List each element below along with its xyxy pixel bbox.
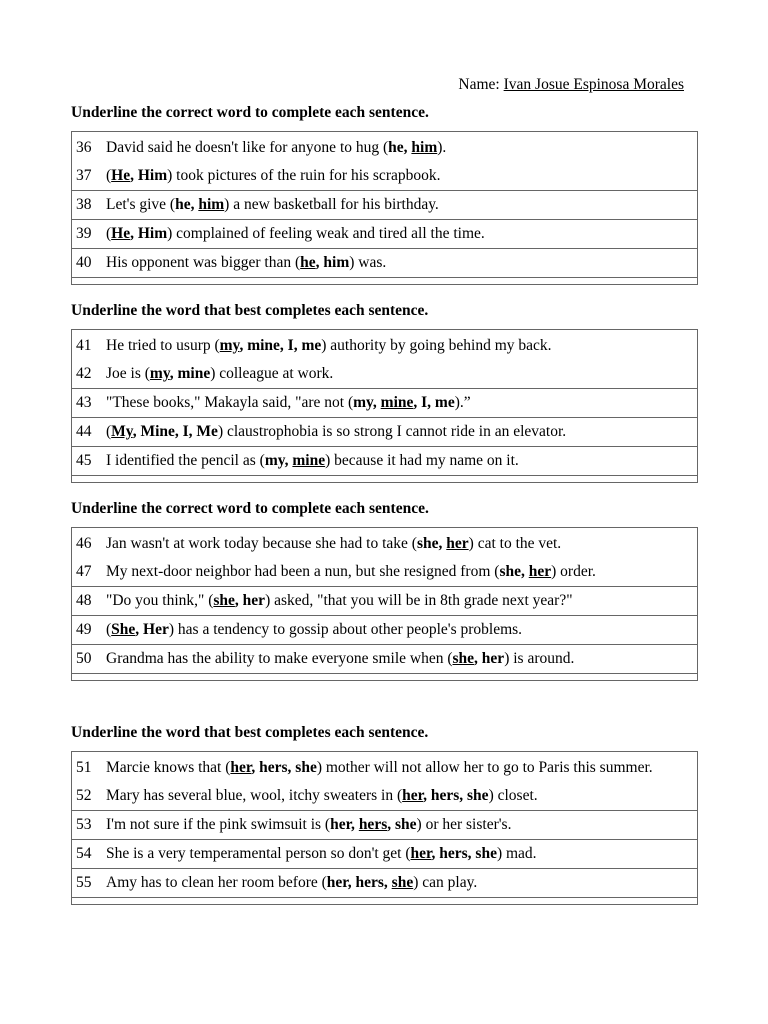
choice-word [292,452,325,469]
exercise-section-3 [71,500,698,681]
student-name-line [458,76,684,94]
sentence-text: Joe is (my, mine) colleague at work. [106,365,334,382]
item-number: 44 [76,423,92,440]
underlined-answer: mine [380,394,414,411]
underlined-answer: She [111,621,136,638]
sentence-row-46 [72,528,697,558]
sentence-row-37 [72,162,697,190]
sentence-text: Marcie knows that (her, hers, she) mother will not allow her to go to Paris this summer. [106,759,653,776]
underlined-answer: she [452,650,475,667]
sentence-text: Amy has to clean her room before (her, hers, she) can play. [106,874,478,891]
underlined-answer: my [219,337,240,354]
name-label: Name: [458,76,500,93]
exercise-section-1 [71,104,698,285]
choice-word: , Him [130,167,168,184]
underlined-answer: my [149,365,170,382]
underlined-answer: her [446,535,469,552]
choice-word [150,365,170,382]
choice-word [411,139,437,156]
underlined-answer: him [198,196,225,213]
choice-word: she, [416,535,447,552]
sentence-text: (My, Mine, I, Me) claustrophobia is so strong I cannot ride in an elevator. [106,423,567,440]
sentence-row-48 [72,586,697,615]
sentence-row-54 [72,839,697,868]
sentence-row-39 [72,219,697,248]
choice-word [198,196,224,213]
underlined-answer: him [411,139,438,156]
sentence-text: "These books," Makayla said, "are not (my, mine, I, me).” [106,394,471,411]
sentence-text: My next-door neighbor had been a nun, but she resigned from (she, her) order. [106,563,596,580]
item-number: 48 [76,592,92,609]
choice-word [529,563,551,580]
sentence-row-41 [72,330,697,360]
choice-word: , hers, she [431,845,497,862]
item-number: 39 [76,225,92,242]
sentence-row-52 [72,782,697,810]
choice-word: , her [234,592,266,609]
sentence-table [71,329,698,483]
choice-word [111,423,133,440]
sentence-row-43 [72,388,697,417]
underlined-answer: He [111,225,131,242]
section-instruction: Underline the word that best completes each sentence. [71,724,429,741]
sentence-text: (He, Him) took pictures of the ruin for his scrapbook. [106,167,441,184]
section-instruction: Underline the word that best completes each sentence. [71,302,429,319]
section-instruction: Underline the correct word to complete each sentence. [71,500,429,517]
sentence-row-53 [72,810,697,839]
sentence-row-45 [72,446,697,475]
sentence-text: David said he doesn't like for anyone to hug (he, him). [106,139,447,156]
item-number: 43 [76,394,92,411]
exercise-section-4 [71,724,698,905]
sentence-text: He tried to usurp (my, mine, I, me) authority by going behind my back. [106,337,552,354]
choice-word [392,874,414,891]
choice-word [230,759,251,776]
underlined-answer: He [111,167,131,184]
sentence-text: "Do you think," (she, her) asked, "that you will be in 8th grade next year?" [106,592,573,609]
table-empty-row [72,673,697,680]
choice-word [359,816,387,833]
item-number: 47 [76,563,92,580]
sentence-text: I identified the pencil as (my, mine) because it had my name on it. [106,452,519,469]
table-empty-row [72,277,697,284]
choice-word: , hers, she [251,759,317,776]
item-number: 42 [76,365,92,382]
section-instruction: Underline the correct word to complete each sentence. [71,104,429,121]
choice-word [213,592,235,609]
sentence-text: Let's give (he, him) a new basketball for his birthday. [106,196,439,213]
item-number: 46 [76,535,92,552]
choice-word [411,845,432,862]
sentence-row-50 [72,644,697,673]
sentence-text: His opponent was bigger than (he, him) was. [106,254,387,271]
sentence-row-42 [72,360,697,388]
choice-word: , I, me [413,394,455,411]
choice-word [381,394,414,411]
underlined-answer: her [230,759,252,776]
sentence-row-44 [72,417,697,446]
underlined-answer: hers [358,816,388,833]
choice-word: she, [499,563,529,580]
choice-word: , her [474,650,505,667]
item-number: 52 [76,787,92,804]
sentence-row-49 [72,615,697,644]
choice-word: he, [388,139,412,156]
item-number: 53 [76,816,92,833]
sentence-table [71,751,698,905]
choice-word [446,535,468,552]
choice-word [111,225,130,242]
item-number: 37 [76,167,92,184]
choice-word: , Him [130,225,168,242]
sentence-row-38 [72,190,697,219]
item-number: 36 [76,139,92,156]
item-number: 49 [76,621,92,638]
sentence-table [71,527,698,681]
sentence-text: (She, Her) has a tendency to gossip about other people's problems. [106,621,523,638]
sentence-row-40 [72,248,697,277]
sentence-row-55 [72,868,697,897]
choice-word [300,254,316,271]
sentence-text: She is a very temperamental person so don't get (her, hers, she) mad. [106,845,537,862]
sentence-text: Mary has several blue, wool, itchy sweaters in (her, hers, she) closet. [106,787,538,804]
sentence-row-36 [72,132,697,162]
sentence-row-47 [72,558,697,586]
sentence-row-51 [72,752,697,782]
choice-word [453,650,475,667]
choice-word: , Mine, I, Me [132,423,218,440]
choice-word: , mine [169,365,211,382]
choice-word: , Her [135,621,169,638]
choice-word: , she [387,816,417,833]
choice-word: her, [330,816,359,833]
choice-word: her, hers, [326,874,392,891]
student-name: Ivan Josue Espinosa Morales [503,76,684,93]
item-number: 50 [76,650,92,667]
sentence-text: (He, Him) complained of feeling weak and tired all the time. [106,225,485,242]
item-number: 54 [76,845,92,862]
sentence-text: Grandma has the ability to make everyone smile when (she, her) is around. [106,650,575,667]
item-number: 45 [76,452,92,469]
underlined-answer: he [300,254,316,271]
table-empty-row [72,897,697,904]
underlined-answer: My [111,423,133,440]
choice-word: , him [315,254,350,271]
item-number: 55 [76,874,92,891]
item-number: 51 [76,759,92,776]
exercise-section-2 [71,302,698,483]
item-number: 40 [76,254,92,271]
sentence-text: Jan wasn't at work today because she had to take (she, her) cat to the vet. [106,535,562,552]
sentence-table [71,131,698,285]
underlined-answer: she [391,874,414,891]
choice-word [111,621,135,638]
choice-word [220,337,240,354]
table-empty-row [72,475,697,482]
choice-word: my, [264,452,293,469]
sentence-text: I'm not sure if the pink swimsuit is (her, hers, she) or her sister's. [106,816,512,833]
underlined-answer: her [528,563,552,580]
choice-word: , hers, she [423,787,489,804]
choice-word: , mine, I, me [239,337,322,354]
choice-word: my, [353,394,381,411]
underlined-answer: her [410,845,432,862]
choice-word [402,787,423,804]
choice-word: he, [175,196,199,213]
underlined-answer: she [213,592,235,609]
item-number: 41 [76,337,92,354]
item-number: 38 [76,196,92,213]
underlined-answer: mine [292,452,326,469]
underlined-answer: her [402,787,424,804]
choice-word [111,167,130,184]
